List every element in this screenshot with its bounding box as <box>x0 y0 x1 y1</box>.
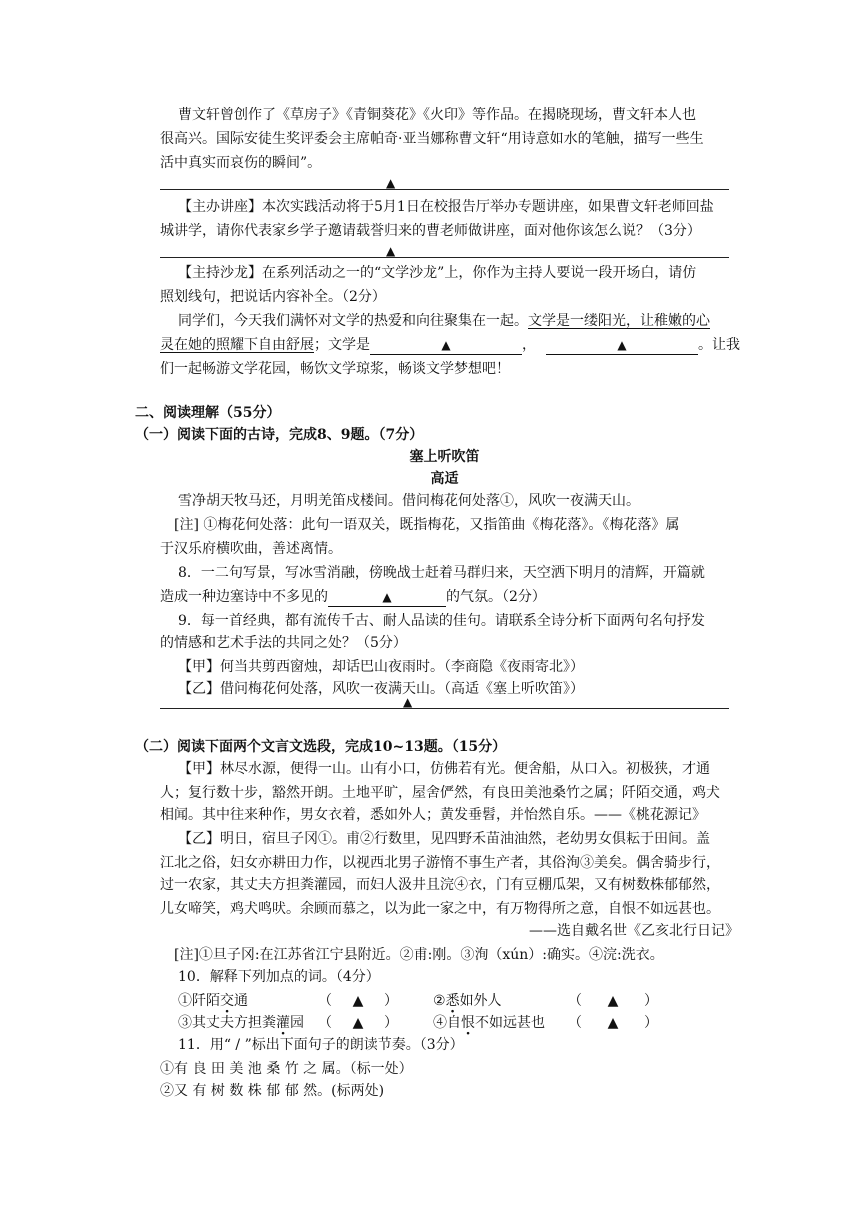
intro-line-1: 曹文轩曾创作了《草房子》《青铜葵花》《火印》等作品。在揭晓现场，曹文轩本人也 <box>178 107 696 123</box>
passage-jia-1: 【甲】林尽水源，便得一山。山有小口，仿佛若有光。便舍船，从口入。初极狭，才通 <box>178 761 710 777</box>
q10-item-3 <box>178 1012 304 1034</box>
paren: ） <box>384 993 398 1009</box>
dotted-word: 灌 <box>276 1015 290 1031</box>
answer-mark: ▲ <box>607 1015 619 1031</box>
salon-line-3 <box>178 310 710 332</box>
part2-heading: （二）阅读下面两个文言文选段，完成10~13题。（15分） <box>135 739 507 755</box>
passage-yi-4: 儿女啼笑，鸡犬鸣吠。余顾而慕之，以为此一家之中，有万物得所之意，自恨不如远甚也。 <box>160 901 720 917</box>
dotted-word: 恨 <box>461 1015 475 1031</box>
poem-note-2: 于汉乐府横吹曲，善述离情。 <box>160 541 342 557</box>
salon-text: 。让我 <box>698 337 740 353</box>
answer-mark: ▲ <box>607 993 619 1009</box>
paren: ） <box>644 1015 658 1031</box>
q10-text: ② <box>433 993 446 1009</box>
answer-mark: ▲ <box>386 244 396 258</box>
q10-answer-2[interactable] <box>568 990 658 1012</box>
salon-line-2: 照划线句，把说话内容补全。（2分） <box>160 289 386 305</box>
q10-answer-4[interactable] <box>568 1012 658 1034</box>
q11-sentence-1: ①有 良 田 美 池 桑 竹 之 属。（标一处） <box>160 1061 413 1077</box>
q10-text: 园 <box>290 1015 304 1031</box>
lecture-line-1: 【主办讲座】本次实践活动将于5月1日在校报告厅举办专题讲座，如果曹文轩老师回盐 <box>178 199 714 215</box>
q10-text: ④自 <box>433 1015 461 1031</box>
passage-note: [注]①旦子冈:在江苏省江宁县附近。②甫:刚。③洵（xún）:确实。④浣:洗衣。 <box>174 947 664 963</box>
answer-line <box>160 189 729 190</box>
answer-mark: ▲ <box>352 1015 364 1031</box>
answer-mark: ▲ <box>441 338 451 352</box>
paren: （ <box>568 1015 582 1031</box>
q10-item-2 <box>433 990 502 1012</box>
question-8-line-2 <box>160 586 546 608</box>
q10-text: ①阡陌 <box>178 993 220 1009</box>
paren: （ <box>318 993 332 1009</box>
q10-answer-3[interactable] <box>318 1012 398 1034</box>
question-9-line-2: 的情感和艺术手法的共同之处？（5分） <box>160 635 407 651</box>
model-sentence: 文学是一缕阳光，让稚嫩的心 <box>528 313 710 329</box>
answer-mark: ▲ <box>617 338 627 352</box>
salon-text: ；文学是 <box>314 337 370 353</box>
q11-sentence-2: ②又 有 树 数 株 郁 郁 然。(标两处) <box>160 1083 385 1099</box>
salon-line-1: 【主持沙龙】在系列活动之一的“文学沙龙”上，你作为主持人要说一段开场白，请仿 <box>178 265 697 281</box>
quote-yi: 【乙】借问梅花何处落，风吹一夜满天山。（高适《塞上听吹笛》） <box>178 681 584 697</box>
q10-text: 通 <box>234 993 248 1009</box>
question-9-line-1: 9．每一首经典，都有流传千古、耐人品读的佳句。请联系全诗分析下面两句名句抒发 <box>178 613 705 629</box>
poem-text: 雪净胡天牧马还，月明羌笛戍楼间。借问梅花何处落①，风吹一夜满天山。 <box>178 493 640 509</box>
question-text: 造成一种边塞诗中不多见的 <box>160 589 328 605</box>
section-heading: 二、阅读理解（55分） <box>135 405 281 421</box>
paren: ） <box>384 1015 398 1031</box>
answer-mark: ▲ <box>403 695 413 709</box>
paren: （ <box>568 993 582 1009</box>
answer-mark: ▲ <box>382 590 392 604</box>
paren: （ <box>318 1015 332 1031</box>
dotted-word: 交 <box>220 993 234 1009</box>
part1-heading: （一）阅读下面的古诗，完成8、9题。（7分） <box>135 427 424 443</box>
fill-blank-1[interactable] <box>370 336 522 355</box>
q10-answer-1[interactable] <box>318 990 398 1012</box>
passage-jia-2: 人；复行数十步，豁然开朗。土地平旷，屋舍俨然，有良田美池桑竹之属；阡陌交通，鸡犬 <box>160 785 720 801</box>
model-sentence-end: 灵在她的照耀下自由舒展 <box>160 337 314 353</box>
q10-item-4 <box>433 1012 545 1034</box>
intro-line-3: 活中真实而哀伤的瞬间”。 <box>160 155 322 171</box>
question-11: 11．用“ / ”标出下面句子的朗读节奏。（3分） <box>178 1037 464 1053</box>
quote-jia: 【甲】何当共剪西窗烛，却话巴山夜雨时。（李商隐《夜雨寄北》） <box>178 659 584 675</box>
poem-author: 高适 <box>430 471 459 487</box>
q10-text: 不如远甚也 <box>475 1015 545 1031</box>
passage-yi-3: 过一农家，其丈夫方担粪灌园，而妇人汲井且浣④衣，门有豆棚瓜架，又有树数株郁郁然， <box>160 877 720 893</box>
answer-mark: ▲ <box>352 993 364 1009</box>
fill-blank-2[interactable] <box>546 336 698 355</box>
salon-comma: ， <box>522 337 536 353</box>
poem-note-1: [注] ①梅花何处落：此句一语双关，既指梅花，又指笛曲《梅花落》。《梅花落》属 <box>174 517 680 533</box>
q10-text: ③其丈夫方担粪 <box>178 1015 276 1031</box>
q10-text: 如外人 <box>459 993 502 1009</box>
salon-text: 同学们，今天我们满怀对文学的热爱和向往聚集在一起。 <box>178 313 528 329</box>
answer-line <box>160 708 729 709</box>
answer-mark: ▲ <box>386 176 396 190</box>
passage-source: ——选自戴名世《乙亥北行日记》 <box>529 923 739 939</box>
fill-blank-3[interactable] <box>328 588 446 607</box>
passage-yi-1: 【乙】明日，宿旦子冈①。甫②行数里，见四野禾苗油油然，老幼男女俱耘于田间。盖 <box>178 831 710 847</box>
question-10: 10．解释下列加点的词。（4分） <box>178 969 380 985</box>
paren: ） <box>644 993 658 1009</box>
passage-yi-2: 江北之俗，妇女亦耕田力作，以视西北男子游惰不事生产者，其俗洵③美矣。偶舍骑步行， <box>160 855 720 871</box>
intro-line-2: 很高兴。国际安徒生奖评委会主席帕奇·亚当娜称曹文轩“用诗意如水的笔触，描写一些生 <box>160 131 704 147</box>
question-8-line-1: 8．一二句写景，写冰雪消融，傍晚战士赶着马群归来，天空洒下明月的清辉，开篇就 <box>178 565 705 581</box>
question-text: 的气氛。（2分） <box>446 589 546 605</box>
passage-jia-3: 相闻。其中往来种作，男女衣着，悉如外人；黄发垂髫，并怡然自乐。——《桃花源记》 <box>160 807 706 823</box>
q10-item-1 <box>178 990 248 1012</box>
answer-line <box>160 257 729 258</box>
salon-line-5: 们一起畅游文学花园，畅饮文学琼浆，畅谈文学梦想吧！ <box>160 361 510 377</box>
lecture-line-2: 城讲学，请你代表家乡学子邀请载誉归来的曹老师做讲座，面对他你该怎么说？（3分） <box>160 223 701 239</box>
salon-line-4 <box>160 334 740 356</box>
dotted-word: 悉 <box>445 993 460 1009</box>
poem-title: 塞上听吹笛 <box>409 449 480 465</box>
